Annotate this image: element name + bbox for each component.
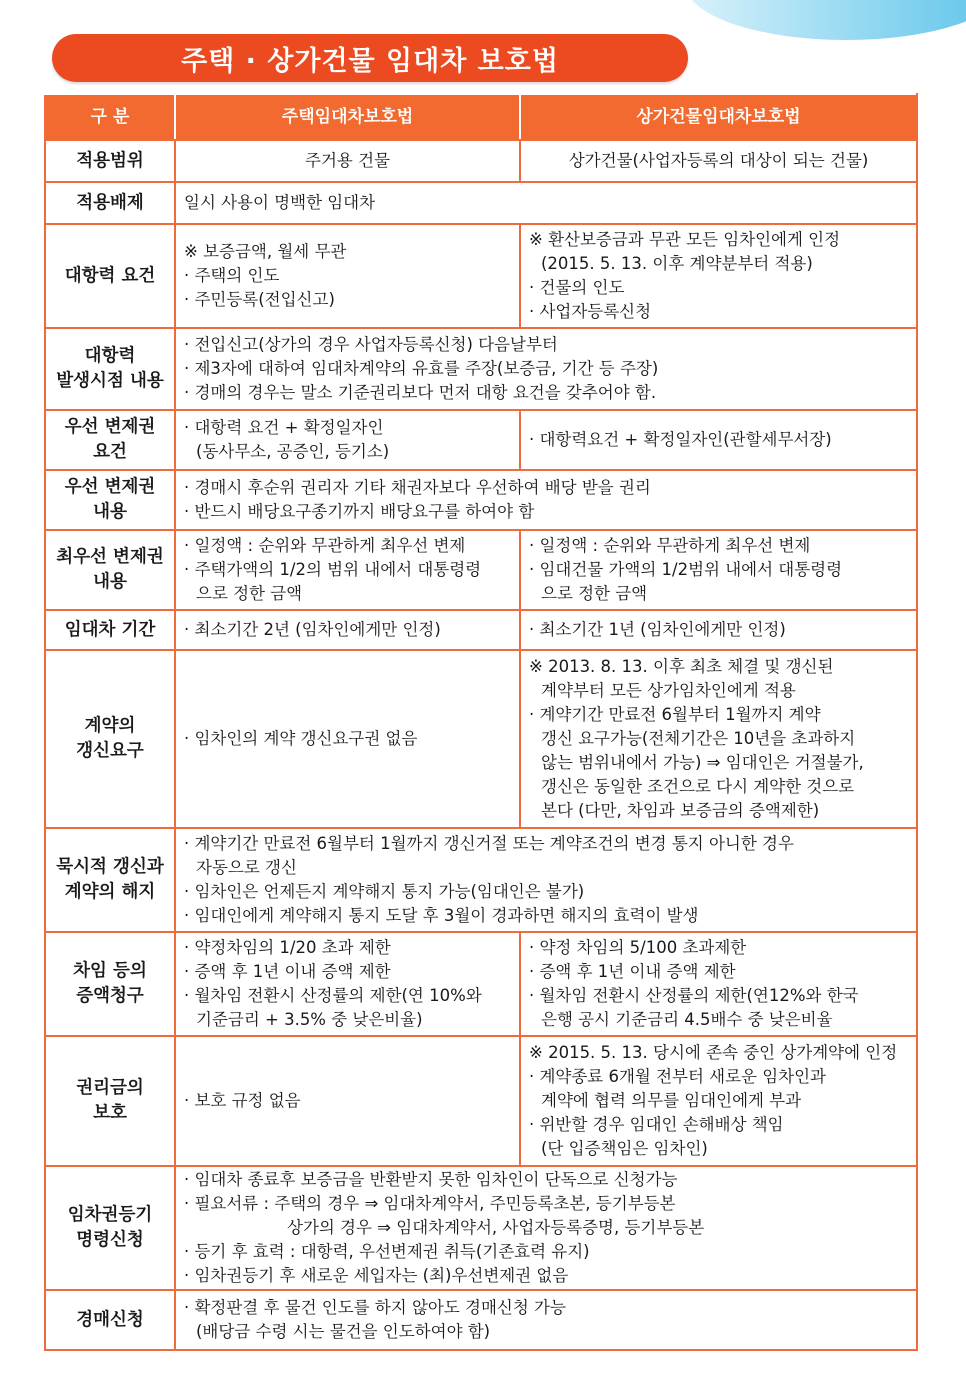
cell-line: · 필요서류 : 주택의 경우 ⇒ 임대차계약서, 주민등록초본, 등기부등본	[184, 1194, 676, 1213]
header-housing-law: 주택임대차보호법	[175, 94, 520, 140]
housing-cell: 주거용 건물	[175, 140, 520, 182]
page-title: 주택 · 상가건물 임대차 보호법	[52, 34, 688, 82]
commercial-cell	[520, 932, 917, 1036]
law-comparison-table	[44, 93, 918, 1351]
row-label-line: 명령신청	[76, 1230, 144, 1250]
cell-line: · 주택가액의 1/2의 범위 내에서 대통령령	[184, 560, 482, 579]
cell-line: (배당금 수령 시는 물건을 인도하여야 함)	[196, 1322, 491, 1341]
cell-line: 않는 범위내에서 가능) ⇒ 임대인은 거절불가,	[541, 753, 864, 772]
cell-line: ※ 환산보증금과 무관 모든 임차인에게 인정	[529, 230, 841, 249]
table-row	[45, 530, 917, 610]
cell-line: · 주민등록(전입신고)	[184, 290, 335, 309]
cell-line: 갱신은 동일한 조건으로 다시 계약한 것으로	[541, 777, 855, 796]
shared-cell	[175, 1290, 917, 1350]
table-row	[45, 650, 917, 828]
cell-line: (단 입증책임은 임차인)	[541, 1139, 708, 1158]
housing-cell	[175, 410, 520, 470]
commercial-cell: · 최소기간 1년 (임차인에게만 인정)	[520, 610, 917, 650]
table-row	[45, 932, 917, 1036]
table-row	[45, 828, 917, 932]
row-label-line: 권리금의	[76, 1078, 144, 1098]
row-label-line: 묵시적 갱신과	[56, 857, 164, 877]
row-label	[45, 932, 175, 1036]
row-label-line: 내용	[93, 572, 127, 592]
cell-line: · 확정판결 후 물건 인도를 하지 않아도 경매신청 가능	[184, 1298, 566, 1317]
row-label: 적용범위	[45, 140, 175, 182]
cell-line: · 증액 후 1년 이내 증액 제한	[184, 962, 391, 981]
row-label-line: 내용	[93, 502, 127, 522]
cell-line: · 사업자등록신청	[529, 302, 652, 321]
row-label-line: 우선 변제권	[64, 477, 156, 497]
shared-cell	[175, 1166, 917, 1290]
housing-cell: · 최소기간 2년 (임차인에게만 인정)	[175, 610, 520, 650]
commercial-cell: · 대항력요건 + 확정일자인(관할세무서장)	[520, 410, 917, 470]
cell-line: · 임대건물 가액의 1/2범위 내에서 대통령령	[529, 560, 843, 579]
cell-line: · 제3자에 대하여 임대차계약의 유효를 주장(보증금, 기간 등 주장)	[184, 359, 659, 378]
cell-line: · 월차임 전환시 산정률의 제한(연12%와 한국	[529, 986, 859, 1005]
commercial-cell	[520, 1036, 917, 1166]
row-label-line: 요건	[93, 442, 127, 462]
cell-line: · 경매의 경우는 말소 기준권리보다 먼저 대항 요건을 갖추어야 함.	[184, 383, 657, 402]
cell-line: · 대항력 요건 + 확정일자인	[184, 418, 384, 437]
shared-cell: 일시 사용이 명백한 임대차	[175, 182, 917, 224]
cell-line: · 반드시 배당요구종기까지 배당요구를 하여야 함	[184, 502, 535, 521]
row-label-line: 계약의 해지	[64, 882, 156, 902]
cell-line: · 건물의 인도	[529, 278, 625, 297]
row-label-line: 보호	[93, 1103, 127, 1123]
table-header-row	[45, 94, 917, 140]
row-label: 경매신청	[45, 1290, 175, 1350]
cell-line: 상가의 경우 ⇒ 임대차계약서, 사업자등록증명, 등기부등본	[287, 1218, 705, 1237]
header-commercial-law: 상가건물임대차보호법	[520, 94, 917, 140]
cell-line: · 증액 후 1년 이내 증액 제한	[529, 962, 736, 981]
cell-line: 은행 공시 기준금리 4.5배수 중 낮은비율	[541, 1010, 833, 1029]
cell-line: · 임대인에게 계약해지 통지 도달 후 3월이 경과하면 해지의 효력이 발생	[184, 906, 699, 925]
shared-cell	[175, 828, 917, 932]
cell-line: · 계약기간 만료전 6월부터 1월까지 갱신거절 또는 계약조건의 변경 통지 아니한 경우	[184, 834, 794, 853]
table-row	[45, 410, 917, 470]
row-label: 적용배제	[45, 182, 175, 224]
housing-cell: · 보호 규정 없음	[175, 1036, 520, 1166]
row-label	[45, 650, 175, 828]
cell-line: · 약정 차임의 5/100 초과제한	[529, 938, 747, 957]
cell-line: (동사무소, 공증인, 등기소)	[196, 442, 390, 461]
row-label	[45, 1166, 175, 1290]
commercial-cell: 상가건물(사업자등록의 대상이 되는 건물)	[520, 140, 917, 182]
housing-cell	[175, 932, 520, 1036]
table-row	[45, 1036, 917, 1166]
cell-line: 계약부터 모든 상가임차인에게 적용	[541, 681, 796, 700]
cell-line: · 월차임 전환시 산정률의 제한(연 10%와	[184, 986, 482, 1005]
commercial-cell	[520, 650, 917, 828]
cell-line: ※ 보증금액, 월세 무관	[184, 242, 347, 261]
cell-line: 으로 정한 금액	[196, 584, 303, 603]
row-label-line: 최우선 변제권	[56, 547, 164, 567]
row-label: 임대차 기간	[45, 610, 175, 650]
corner-wave-decoration	[686, 0, 966, 40]
cell-line: · 위반할 경우 임대인 손해배상 책임	[529, 1115, 784, 1134]
cell-line: (2015. 5. 13. 이후 계약분부터 적용)	[541, 254, 813, 273]
cell-line: ※ 2015. 5. 13. 당시에 존속 중인 상가계약에 인정	[529, 1043, 898, 1062]
cell-line: 본다 (다만, 차임과 보증금의 증액제한)	[541, 801, 820, 820]
table-row	[45, 182, 917, 224]
row-label	[45, 410, 175, 470]
commercial-cell	[520, 530, 917, 610]
cell-line: · 계약종료 6개월 전부터 새로운 임차인과	[529, 1067, 826, 1086]
commercial-cell	[520, 224, 917, 328]
shared-cell	[175, 328, 917, 410]
cell-line: 계약에 협력 의무를 임대인에게 부과	[541, 1091, 802, 1110]
row-label	[45, 328, 175, 410]
row-label: 대항력 요건	[45, 224, 175, 328]
cell-line: · 임차인은 언제든지 계약해지 통지 가능(임대인은 불가)	[184, 882, 585, 901]
table-row	[45, 1166, 917, 1290]
housing-cell	[175, 224, 520, 328]
cell-line: 으로 정한 금액	[541, 584, 648, 603]
cell-line: 기준금리 + 3.5% 중 낮은비율)	[196, 1010, 423, 1029]
row-label-line: 차임 등의	[73, 961, 147, 981]
row-label-line: 대항력	[84, 346, 136, 366]
row-label-line: 증액청구	[76, 986, 144, 1006]
row-label-line: 갱신요구	[76, 741, 144, 761]
cell-line: · 계약기간 만료전 6월부터 1월까지 계약	[529, 705, 821, 724]
cell-line: · 임차권등기 후 새로운 세입자는 (최)우선변제권 없음	[184, 1266, 569, 1285]
table-row	[45, 470, 917, 530]
row-label-line: 계약의	[84, 716, 136, 736]
table-row	[45, 1290, 917, 1350]
cell-line: · 일정액 : 순위와 무관하게 최우선 변제	[184, 536, 466, 555]
cell-line: · 주택의 인도	[184, 266, 280, 285]
table-row	[45, 224, 917, 328]
row-label	[45, 530, 175, 610]
housing-cell: · 임차인의 계약 갱신요구권 없음	[175, 650, 520, 828]
cell-line: · 약정차임의 1/20 초과 제한	[184, 938, 391, 957]
row-label-line: 임차권등기	[67, 1205, 153, 1225]
cell-line: 갱신 요구가능(전체기간은 10년을 초과하지	[541, 729, 856, 748]
cell-line: · 임대차 종료후 보증금을 반환받지 못한 임차인이 단독으로 신청가능	[184, 1170, 678, 1189]
cell-line: 자동으로 갱신	[196, 858, 297, 877]
row-label-line: 우선 변제권	[64, 417, 156, 437]
cell-line: ※ 2013. 8. 13. 이후 최초 체결 및 갱신된	[529, 657, 834, 676]
shared-cell	[175, 470, 917, 530]
housing-cell	[175, 530, 520, 610]
header-category: 구 분	[45, 94, 175, 140]
table-row	[45, 140, 917, 182]
table-row	[45, 610, 917, 650]
table-row	[45, 328, 917, 410]
row-label	[45, 1036, 175, 1166]
cell-line: · 일정액 : 순위와 무관하게 최우선 변제	[529, 536, 811, 555]
cell-line: · 등기 후 효력 : 대항력, 우선변제권 취득(기존효력 유지)	[184, 1242, 590, 1261]
cell-line: · 전입신고(상가의 경우 사업자등록신청) 다음날부터	[184, 335, 558, 354]
row-label-line: 발생시점 내용	[56, 371, 164, 391]
row-label	[45, 470, 175, 530]
cell-line: · 경매시 후순위 권리자 기타 채권자보다 우선하여 배당 받을 권리	[184, 478, 651, 497]
row-label	[45, 828, 175, 932]
